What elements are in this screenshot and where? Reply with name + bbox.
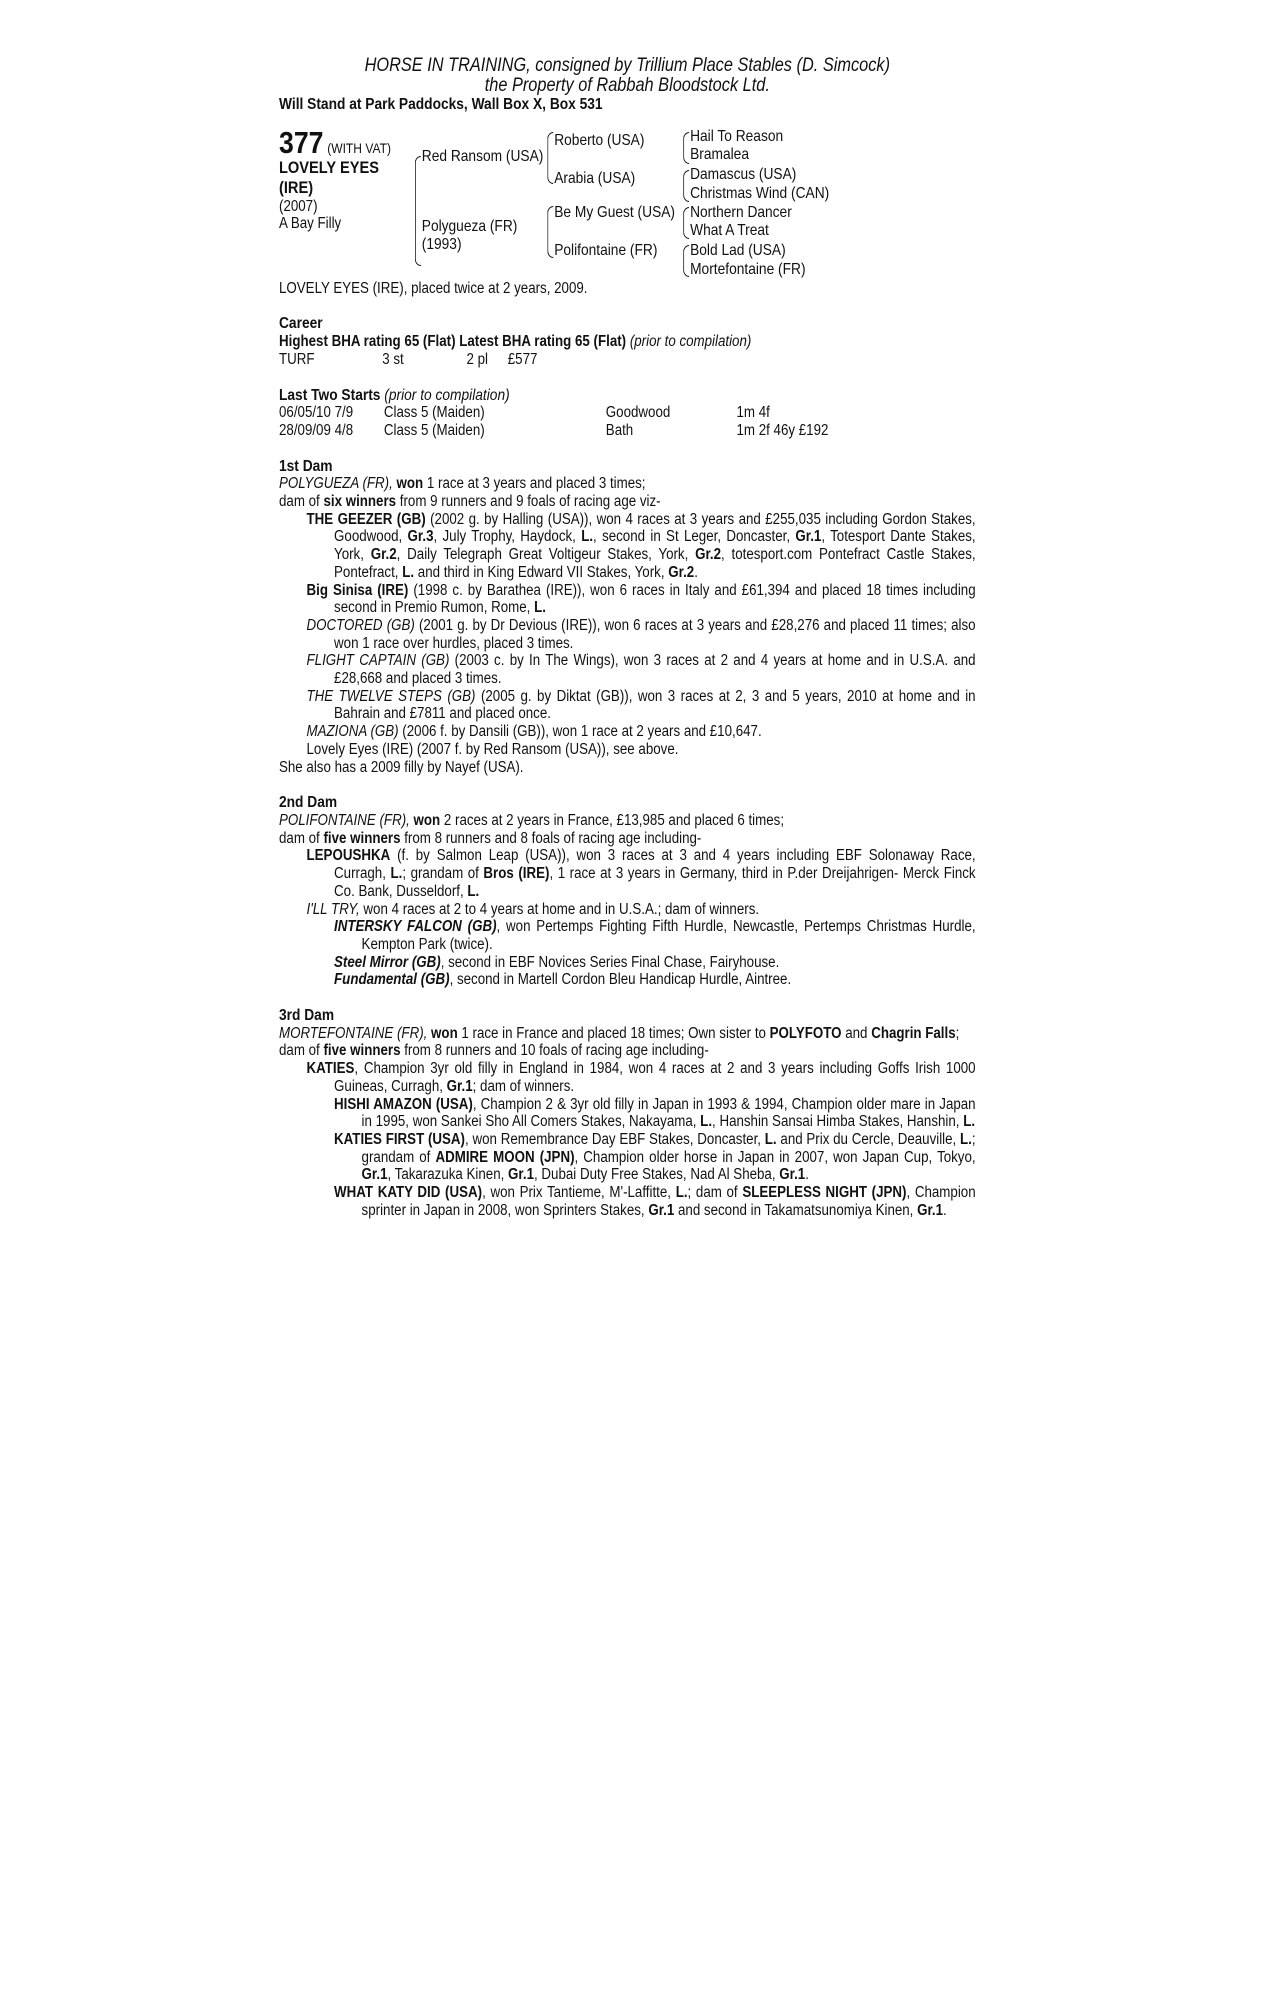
produce-text: , July Trophy, Haydock,: [433, 528, 576, 546]
third-dam-line: [279, 1025, 976, 1043]
pedigree-ddd: Mortefontaine (FR): [690, 260, 806, 278]
produce-name: DOCTORED (GB): [306, 616, 415, 634]
start-course: Bath: [605, 421, 634, 439]
grandchild-entry: [279, 1184, 976, 1219]
produce-text: and third in King Edward VII Stakes, York,: [417, 563, 665, 581]
grandchild-text: , won Remembrance Day EBF Stakes, Doncaster,: [465, 1130, 762, 1148]
second-dam-line: [279, 812, 976, 830]
grade-label: Gr.1: [361, 1166, 388, 1184]
winners-rest: from 8 runners and 8 foals of racing age including-: [404, 829, 702, 847]
grandchild-entry: [279, 971, 976, 989]
second-dam-name: POLIFONTAINE (FR),: [279, 811, 410, 829]
grandchild-entry: [279, 918, 976, 953]
won-word: won: [413, 811, 441, 829]
grandchild-name: Steel Mirror (GB): [334, 953, 441, 971]
produce-text: ; dam of winners.: [472, 1077, 575, 1095]
grandchild-text: ; dam of: [687, 1184, 738, 1202]
career-record: [279, 351, 976, 369]
summary-line: LOVELY EYES (IRE), placed twice at 2 years, 2009.: [279, 279, 588, 297]
dam-of: dam of: [279, 829, 320, 847]
punct: .: [805, 1166, 809, 1184]
grade-label: Gr.1: [648, 1201, 675, 1219]
listed-label: L.: [675, 1184, 688, 1202]
pedigree-sire: Red Ransom (USA): [421, 147, 544, 165]
rating-text: Highest BHA rating 65 (Flat) Latest BHA rating 65 (Flat): [279, 333, 627, 351]
produce-text: (f. by Salmon Leap (USA)), won 3 races at 3 and 4 years including EBF Solonaway Race, Curragh,: [334, 847, 976, 883]
first-dam-heading: 1st Dam: [279, 457, 333, 475]
second-dam-record: 2 races at 2 years in France, £13,985 and placed 6 times;: [443, 811, 785, 829]
grandchild-text: , won Pertemps Fighting Fifth Hurdle, Newcastle, Pertemps Christmas Hurdle, Kempton Park (twice).: [361, 918, 976, 953]
listed-label: L.: [700, 1113, 713, 1131]
grade-label: Gr.1: [779, 1166, 806, 1184]
last-two-note: (prior to compilation): [384, 386, 510, 404]
third-dam-produce-line: [279, 1042, 976, 1060]
start-class: Class 5 (Maiden): [383, 404, 485, 422]
grandchild-name: WHAT KATY DID (USA): [334, 1184, 483, 1202]
produce-text: , totesport.com Pontefract Castle Stakes, Pontefract,: [334, 546, 976, 581]
listed-label: L.: [764, 1130, 777, 1148]
pedigree-sds: Damascus (USA): [690, 165, 797, 183]
sister-name: POLYFOTO: [769, 1024, 842, 1042]
pedigree-dam-year: (1993): [421, 235, 462, 253]
grade-label: Gr.1: [795, 528, 822, 546]
grandchild-text: , Hanshin Sansai Himba Stakes, Hanshin,: [712, 1113, 960, 1131]
first-dam-name: POLYGUEZA (FR),: [279, 475, 393, 493]
produce-entry: [279, 652, 976, 687]
pedigree-dam: Polygueza (FR): [421, 217, 518, 235]
produce-text: , Totesport Dante Stakes, York,: [334, 528, 976, 564]
grandchild-text: , Champion older horse in Japan in 2007, won Japan Cup, Tokyo,: [574, 1148, 976, 1166]
catalogue-page: [279, 56, 976, 1219]
lot-pedigree-block: [279, 124, 976, 278]
grandchild-text: , Takarazuka Kinen,: [387, 1166, 505, 1184]
lot-year: (2007): [279, 197, 318, 215]
produce-name: THE GEEZER (GB): [306, 510, 426, 528]
dam-of: dam of: [279, 1042, 320, 1060]
winners-count: five winners: [323, 829, 401, 847]
consignor-line: HORSE IN TRAINING, consigned by Trillium Place Stables (D. Simcock): [364, 55, 891, 76]
grandchild-name: KATIES FIRST (USA): [334, 1130, 466, 1148]
winners-count: six winners: [323, 493, 397, 511]
produce-text: (2002 g. by Halling (USA)), won 4 races at 3 years and £255,035 including Gordon Stakes, Goodwood,: [334, 510, 976, 546]
punct: .: [943, 1201, 947, 1219]
listed-label: L.: [960, 1130, 972, 1148]
last-two-heading: Last Two Starts: [279, 386, 381, 404]
pedigree-dsd: What A Treat: [690, 221, 769, 239]
grandchild-text: , won Prix Tantieme, M'-Laffitte,: [482, 1184, 672, 1202]
listed-label: L.: [963, 1113, 976, 1131]
lot-number: 377: [279, 124, 324, 160]
great-grandchild-name: ADMIRE MOON (JPN): [435, 1148, 575, 1166]
last-two-heading-line: [279, 387, 976, 405]
punct: ;: [955, 1024, 960, 1042]
and-word: and: [845, 1024, 868, 1042]
stand-line: Will Stand at Park Paddocks, Wall Box X, Box 531: [279, 96, 603, 113]
start-date: 28/09/09 4/8: [279, 421, 354, 439]
listed-label: L.: [534, 599, 546, 617]
produce-name: LEPOUSHKA: [306, 847, 391, 865]
listed-label: L.: [467, 882, 480, 900]
second-dam-heading: 2nd Dam: [279, 794, 338, 812]
dam-of: dam of: [279, 493, 320, 511]
produce-name: Big Sinisa (IRE): [306, 581, 409, 599]
produce-name: THE TWELVE STEPS (GB): [306, 687, 476, 705]
rating-line: [279, 333, 976, 351]
won-word: won: [396, 475, 424, 493]
career-heading: Career: [279, 315, 323, 333]
career-placed: 2 pl: [466, 350, 488, 368]
grade-label: Gr.2: [668, 563, 695, 581]
grandchild-text: ; grandam of: [361, 1130, 976, 1166]
produce-text: , Daily Telegraph Great Voltigeur Stakes, York,: [396, 546, 689, 564]
grandchild-name: HISHI AMAZON (USA): [334, 1095, 473, 1113]
page-content: [279, 56, 976, 1219]
produce-entry: [279, 582, 976, 617]
listed-label: L.: [390, 865, 403, 883]
produce-entry: [279, 901, 976, 919]
produce-name: MAZIONA (GB): [306, 723, 399, 741]
great-grandchild-name: SLEEPLESS NIGHT (JPN): [742, 1184, 907, 1202]
lot-name: LOVELY EYES: [279, 157, 379, 177]
start-distance: 1m 2f 46y £192: [736, 421, 829, 439]
career-earnings: £577: [507, 350, 538, 368]
winners-count: five winners: [323, 1042, 401, 1060]
grade-label: Gr.1: [446, 1077, 473, 1095]
grade-label: Gr.1: [508, 1166, 535, 1184]
brace-dd: [683, 245, 689, 277]
start-class: Class 5 (Maiden): [383, 421, 485, 439]
also-note: She also has a 2009 filly by Nayef (USA).: [279, 758, 524, 776]
produce-text: , 1 race at 3 years in Germany, third in P.der Dreijahrigen- Merck Finck Co. Bank, Dusseldorf,: [334, 865, 976, 900]
winners-rest: from 8 runners and 10 foals of racing age including-: [404, 1042, 709, 1060]
second-dam-produce-line: [279, 830, 976, 848]
brace-sire-parents: [547, 132, 553, 184]
pedigree-sss: Hail To Reason: [690, 127, 784, 145]
start-distance: 1m 4f: [736, 404, 770, 422]
rating-note: (prior to compilation): [629, 333, 752, 351]
grandchild-name: Fundamental (GB): [334, 971, 450, 989]
grade-label: Gr.3: [407, 528, 434, 546]
grandchild-name: Bros (IRE): [483, 865, 550, 883]
produce-text: , second in St Leger, Doncaster,: [593, 528, 791, 546]
produce-name: FLIGHT CAPTAIN (GB): [306, 652, 450, 670]
produce-text: (2005 g. by Diktat (GB)), won 3 races at 2, 3 and 5 years, 2010 at home and in Bahrain and £7811 and placed once.: [334, 687, 976, 723]
grandchild-entry: [279, 1131, 976, 1184]
third-dam-record: 1 race in France and placed 18 times; Own sister to: [461, 1024, 766, 1042]
produce-text: .: [694, 563, 698, 581]
pedigree-sire-sire: Roberto (USA): [554, 131, 645, 149]
pedigree-dam-sire: Be My Guest (USA): [554, 203, 676, 221]
produce-entry: [279, 723, 976, 741]
grade-label: Gr.2: [370, 546, 397, 564]
listed-label: L.: [581, 528, 594, 546]
brace-sd: [683, 170, 689, 202]
grandchild-text: , second in EBF Novices Series Final Chase, Fairyhouse.: [440, 953, 780, 971]
brace-ds: [683, 207, 689, 239]
lot-info: [279, 124, 417, 233]
property-line: the Property of Rabbah Bloodstock Ltd.: [484, 75, 770, 96]
produce-text: (1998 c. by Barathea (IRE)), won 6 races in Italy and £61,394 and placed 18 times including second in Premio Rumon, Rome,: [334, 581, 976, 617]
grandchild-text: and Prix du Cercle, Deauville,: [780, 1130, 957, 1148]
start-row: [279, 422, 976, 440]
career-starts: 3 st: [382, 350, 404, 368]
produce-entry: [279, 511, 976, 582]
pedigree-dam-dam: Polifontaine (FR): [554, 241, 658, 259]
brace-ss: [683, 132, 689, 164]
vat-note: (WITH VAT): [327, 139, 391, 156]
produce-text: (2006 f. by Dansili (GB)), won 1 race at 2 years and £10,647.: [402, 723, 762, 741]
produce-entry: [279, 1060, 976, 1095]
produce-entry: [279, 617, 976, 652]
third-dam-heading: 3rd Dam: [279, 1007, 335, 1025]
produce-text: (2003 c. by In The Wings), won 3 races at 2 and 4 years at home and in U.S.A. and £28,668 and placed 3 times.: [334, 652, 976, 688]
pedigree-sire-dam: Arabia (USA): [554, 169, 636, 187]
lot-name-country: (IRE): [279, 177, 314, 197]
produce-entry: [279, 688, 976, 723]
grandchild-name: INTERSKY FALCON (GB): [334, 918, 497, 936]
first-dam-produce-line: [279, 493, 976, 511]
winners-rest: from 9 runners and 9 foals of racing age viz-: [399, 493, 661, 511]
third-dam-name: MORTEFONTAINE (FR),: [279, 1024, 428, 1042]
grandchild-text: , Champion sprinter in Japan in 2008, won Sprinters Stakes,: [361, 1184, 976, 1219]
produce-entry: Lovely Eyes (IRE) (2007 f. by Red Ransom (USA)), see above.: [306, 740, 679, 758]
brace-sire-dam: [415, 156, 421, 266]
sister-name: Chagrin Falls: [871, 1024, 956, 1042]
produce-name: I'LL TRY,: [306, 900, 360, 918]
start-course: Goodwood: [605, 404, 671, 422]
first-dam-record: 1 race at 3 years and placed 3 times;: [426, 475, 646, 493]
brace-dam-parents: [547, 206, 553, 258]
produce-text: won 4 races at 2 to 4 years at home and in U.S.A.; dam of winners.: [363, 900, 760, 918]
lot-description: A Bay Filly: [279, 215, 342, 233]
produce-text: (2001 g. by Dr Devious (IRE)), won 6 races at 3 years and £28,276 and placed 11 times; also won 1 race over hurdles, placed 3 times.: [334, 616, 976, 652]
grandchild-text: , second in Martell Cordon Bleu Handicap Hurdle, Aintree.: [449, 971, 792, 989]
career-surface: TURF: [279, 350, 315, 368]
pedigree-dds: Bold Lad (USA): [690, 241, 786, 259]
produce-entry: [279, 847, 976, 900]
produce-name: KATIES: [306, 1060, 355, 1078]
produce-text: ; grandam of: [402, 865, 479, 883]
pedigree-dss: Northern Dancer: [690, 203, 792, 221]
grandchild-entry: [279, 1096, 976, 1131]
produce-text: , Champion 3yr old filly in England in 1984, won 4 races at 2 and 3 years including Goffs Irish 1000 Guineas, Curragh,: [334, 1060, 976, 1095]
grade-label: Gr.2: [695, 546, 722, 564]
grandchild-text: , Champion 2 & 3yr old filly in Japan in 1993 & 1994, Champion older mare in Japan in 1995, won Sankei Sho All Comers Stakes, Nakayama,: [361, 1095, 976, 1131]
start-row: [279, 404, 976, 422]
grandchild-entry: [279, 954, 976, 972]
start-date: 06/05/10 7/9: [279, 404, 354, 422]
grandchild-text: , Dubai Duty Free Stakes, Nad Al Sheba,: [534, 1166, 776, 1184]
pedigree-sdd: Christmas Wind (CAN): [690, 184, 830, 202]
listed-label: L.: [402, 563, 415, 581]
first-dam-line: [279, 475, 976, 493]
pedigree-ssd: Bramalea: [690, 145, 749, 163]
grade-label: Gr.1: [917, 1201, 944, 1219]
grandchild-text: and second in Takamatsunomiya Kinen,: [677, 1201, 914, 1219]
won-word: won: [431, 1024, 458, 1042]
